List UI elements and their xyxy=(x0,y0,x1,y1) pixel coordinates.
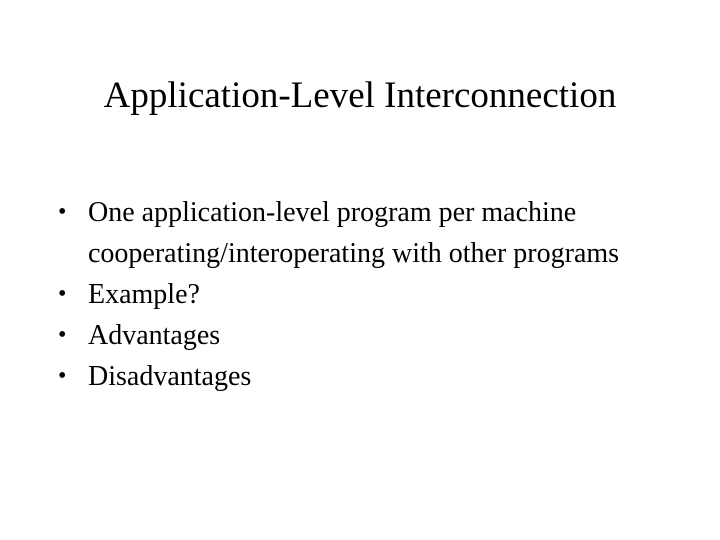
bullet-item xyxy=(58,192,678,274)
bullet-text: Example? xyxy=(88,279,200,310)
bullet-text: One application-level program per machine cooperating/interoperating with other programs xyxy=(88,197,620,269)
bullet-text: Disadvantages xyxy=(88,361,252,392)
bullet-icon: • xyxy=(58,363,67,389)
bullet-text: Advantages xyxy=(88,320,221,351)
bullet-item xyxy=(58,356,678,397)
bullet-list xyxy=(58,192,678,397)
bullet-item xyxy=(58,315,678,356)
bullet-icon: • xyxy=(58,281,67,307)
bullet-icon: • xyxy=(58,199,67,225)
slide-title: Application-Level Interconnection xyxy=(103,75,617,116)
bullet-item xyxy=(58,274,678,315)
bullet-icon: • xyxy=(58,322,67,348)
